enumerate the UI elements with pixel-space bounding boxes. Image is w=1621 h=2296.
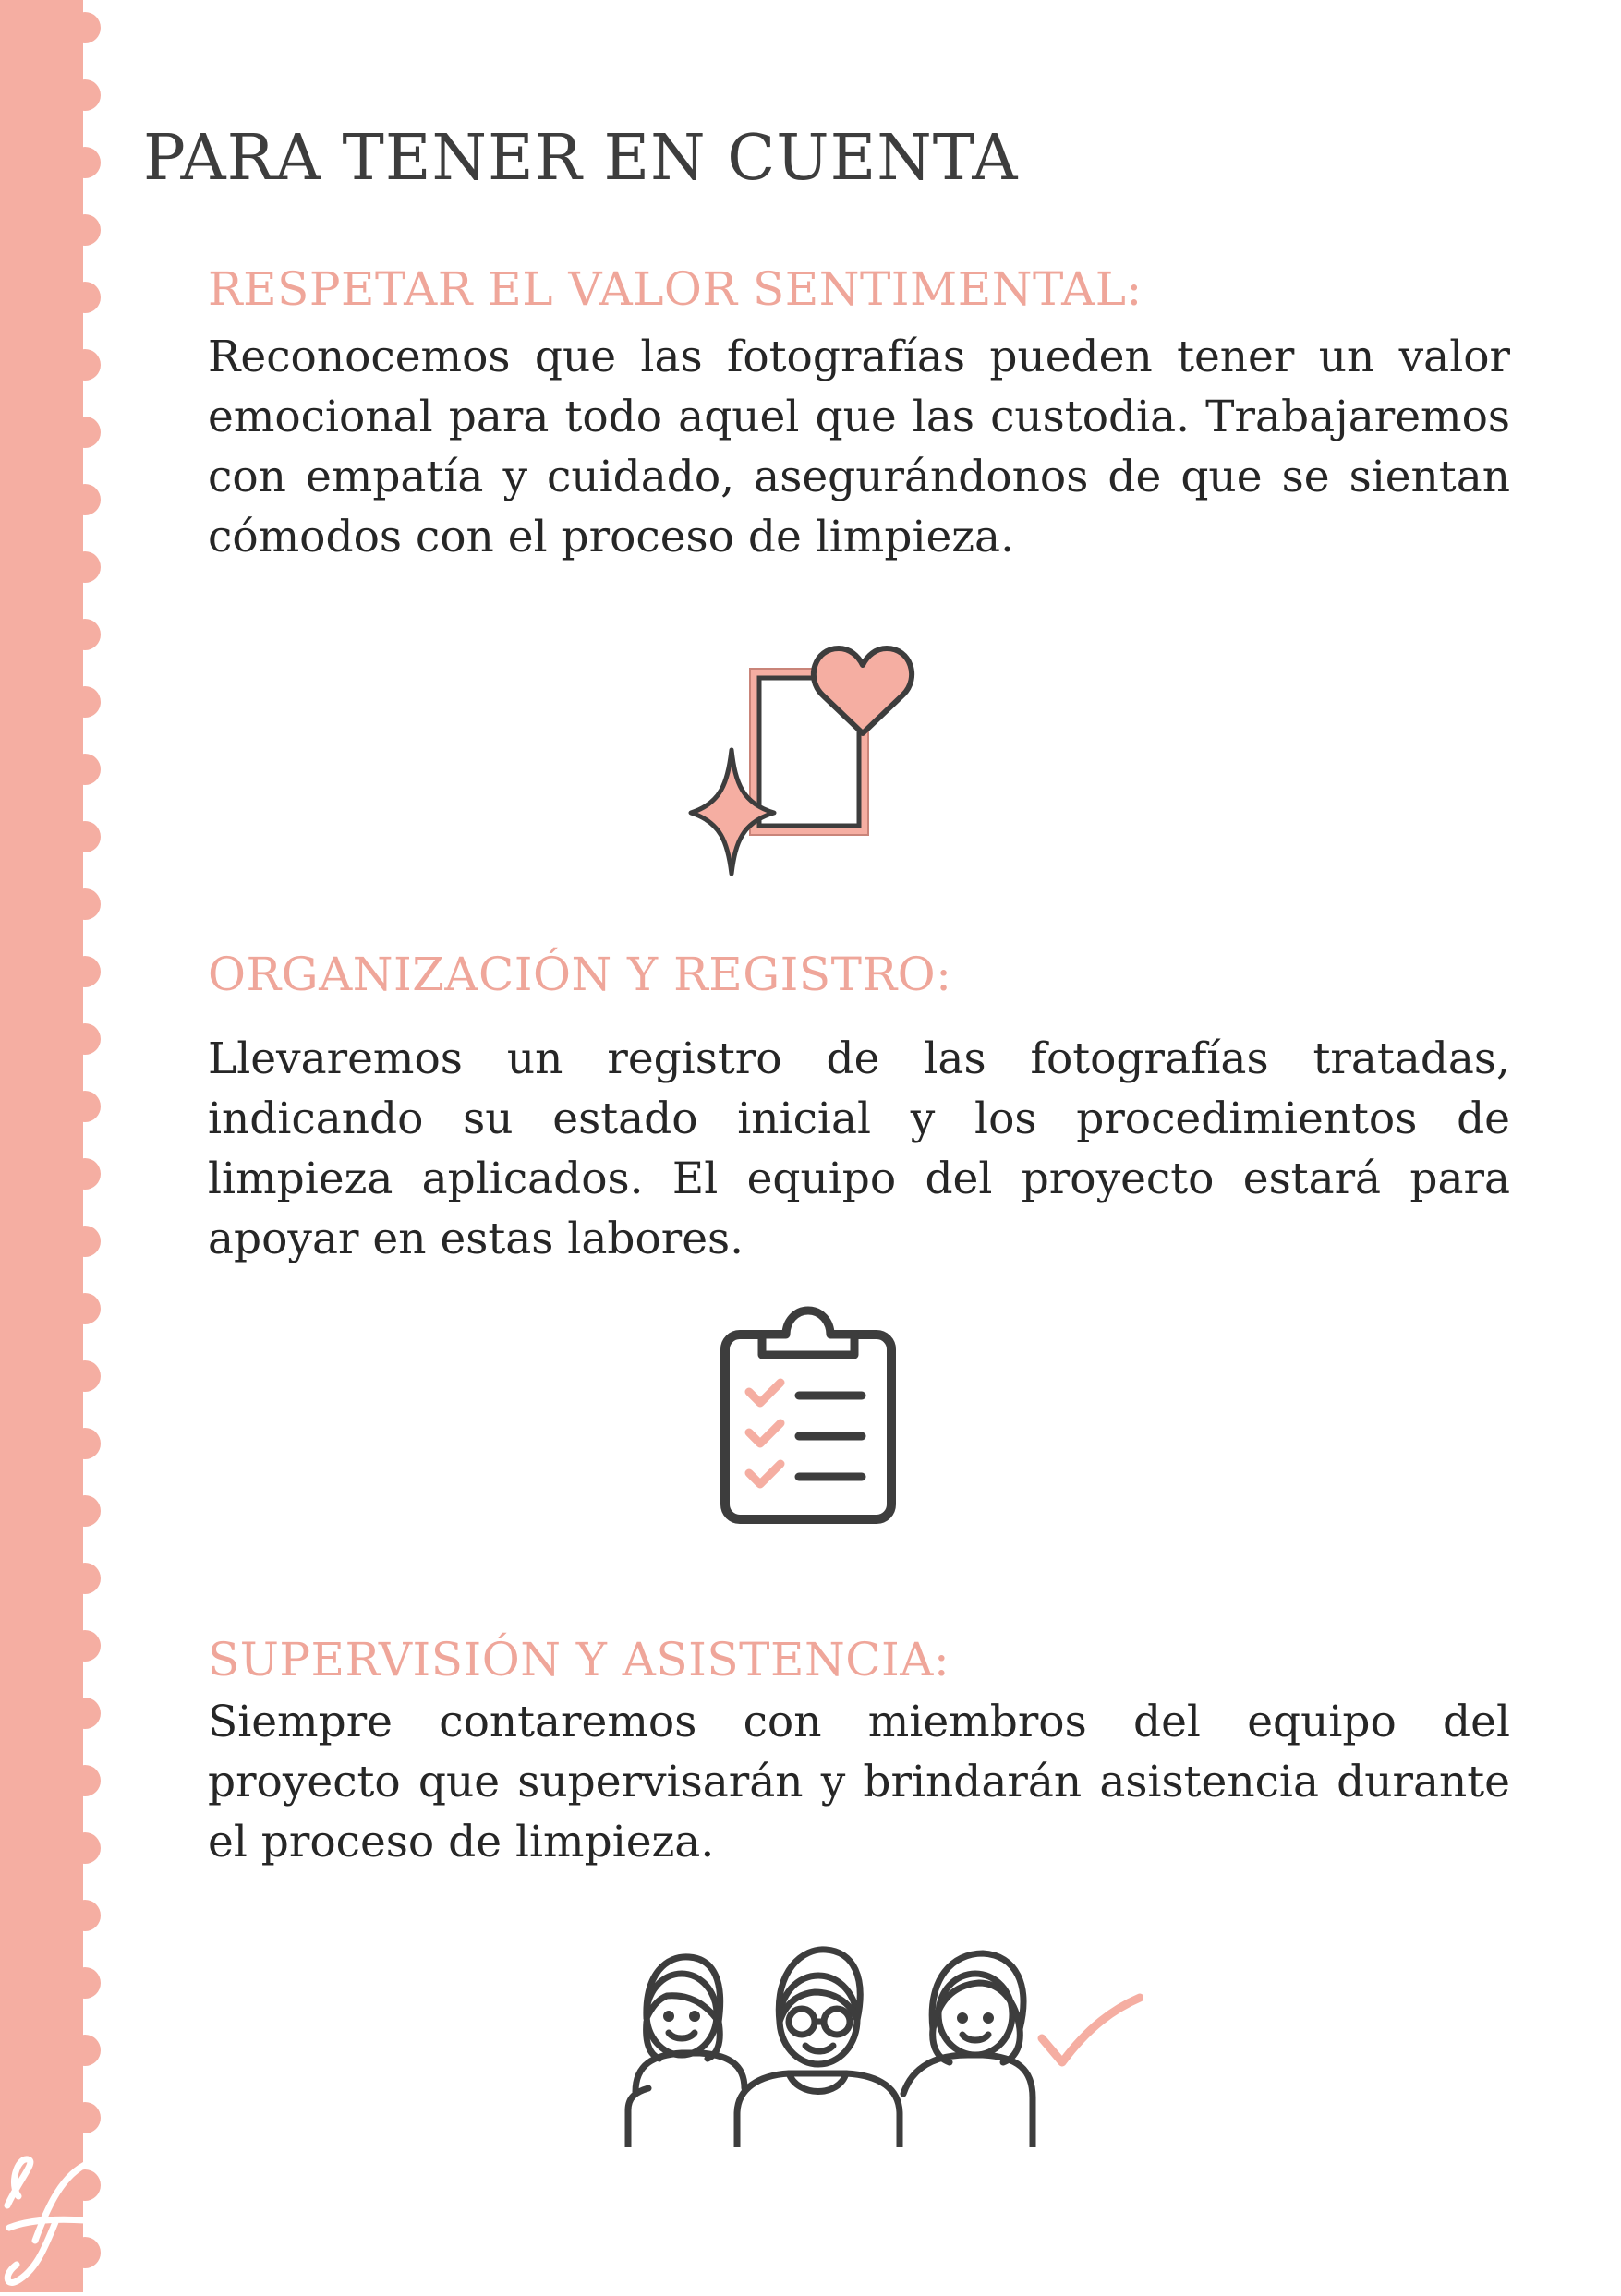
section-heading: ORGANIZACIÓN Y REGISTRO: [208,948,952,1001]
script-f-logo-icon [0,2141,106,2292]
section-supervision [208,1633,1510,1872]
section-organization [208,948,1510,1269]
section-body: Siempre contaremos con miembros del equipo del proyecto que supervisarán y brindarán asistencia durante el proceso de limpieza. [208,1697,1510,1867]
section-body: Llevaremos un registro de las fotografías tratadas, indicando su estado inicial y los procedimientos de limpieza aplicados. El equipo del proyecto estará para apoyar en estas labores. [208,1033,1510,1264]
section-body: Reconocemos que las fotografías pueden tener un valor emocional para todo aquel que las custodia. Trabajaremos con empatía y cuidado, asegurándonos de que se sientan cómodos con el proceso de limpieza. [208,332,1510,562]
clipboard-checklist-icon [716,1298,901,1529]
page-title: PARA TENER EN CUENTA [143,122,1019,195]
photo-heart-sparkle-icon [667,628,953,877]
section-heading: RESPETAR EL VALOR SENTIMENTAL: [208,262,1143,316]
team-checkmark-icon [608,1926,1143,2147]
section-heading: SUPERVISIÓN Y ASISTENCIA: [208,1633,950,1686]
perforated-edge [0,0,106,2292]
section-sentimental-value [208,262,1510,567]
